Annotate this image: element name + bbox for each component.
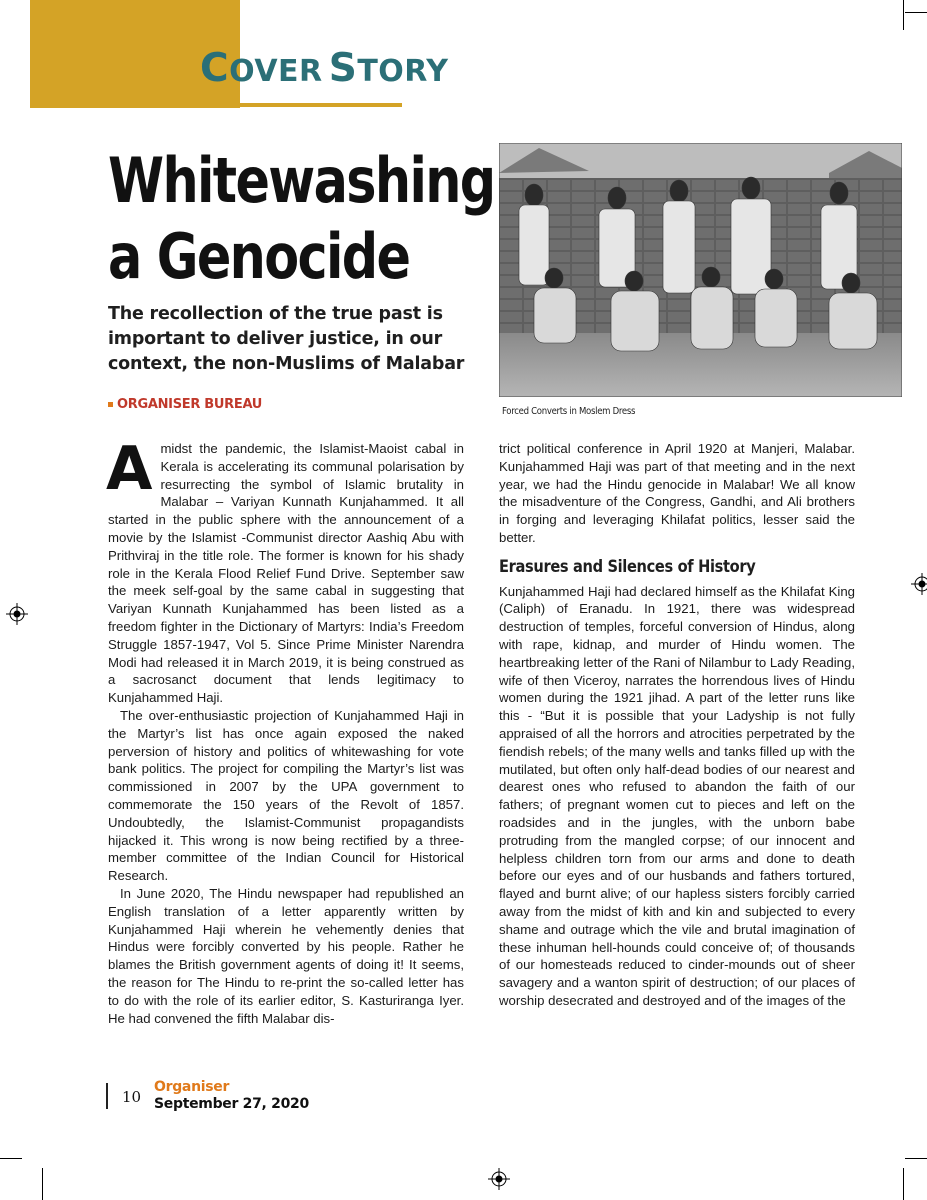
article-paragraph: trict political conference in April 1920 at Manjeri, Malabar. Kunjahammed Haji was part of that meeting and in the next year, we had the Hindu genocide in Malabar! We all know the misadventure of the Congress, Gandhi, and Ali brothers in forging and leveraging Khilafat politics, lesser said the better.	[499, 441, 855, 545]
page-number: 10	[122, 1088, 142, 1106]
byline	[108, 397, 262, 412]
photo-caption: Forced Converts in Moslem Dress	[502, 406, 636, 417]
registration-mark-icon	[488, 1168, 510, 1190]
drop-cap: A	[106, 434, 153, 504]
article-paragraph: Amidst the pandemic, the Islamist-Maoist cabal in Kerala is accelerating its communal polarisation by resurrecting the symbol of Islamic brutality in Malabar – Variyan Kunnath Kunjahammed. It all started in the public sphere with the announcement of a movie by the Islamist -Communist director Aashiq Abu with Prithviraj in the title role. The former is known for his shady role in the Kerala Flood Relief Fund Drive. September saw the meek self-goal by the same cabal in suggesting that Variyan Kunnath Kunjahammed has been listed as a freedom fighter in the Dictionary of Martyrs: India’s Freedom Struggle 1857-1947, Vol 5. Since Prime Minister Narendra Modi had released it in March 2019, it is being construed as a sacrosanct document that lends legitimacy to Kunjahammed Haji.	[106, 434, 464, 706]
subheading: Erasures and Silences of History	[499, 556, 756, 577]
headline-line-1: Whitewashing	[108, 144, 495, 217]
crop-mark-top-right	[903, 0, 904, 30]
crop-mark-right-h	[905, 12, 927, 13]
byline-bullet	[108, 402, 113, 407]
registration-mark-icon	[6, 603, 28, 625]
headline-line-2: a Genocide	[108, 220, 410, 293]
article-headline	[108, 143, 495, 295]
publication-date: September 27, 2020	[154, 1096, 309, 1112]
section-rule	[200, 103, 402, 107]
crop-mark-bottom-left-v	[42, 1168, 43, 1200]
crop-mark-bottom-right-v	[903, 1168, 904, 1200]
footer-divider	[106, 1083, 108, 1109]
article-column-right	[499, 440, 855, 1010]
publication-name: Organiser	[154, 1079, 230, 1095]
historical-photo	[499, 143, 902, 397]
crop-mark-bottom-left-h	[0, 1158, 22, 1159]
standfirst: The recollection of the true past is important to deliver justice, in our context, the non-Muslims of Malabar	[108, 304, 465, 374]
byline-text: ORGANISER BUREAU	[117, 397, 263, 412]
article-paragraph: Kunjahammed Haji had declared himself as the Khilafat King (Caliph) of Eranadu. In 1921, there was widespread destruction of temples, forceful conversion of Hindus, along with rape, kidnap, and murder of Hindu women. The heartbreaking letter of the Rani of Nilambur to Lady Reading, wife of then Viceroy, narrates the horrendous lives of Hindu women during the 1921 jihad. A part of the letter runs like this - “But it is possible that your Ladyship is not fully appraised of all the horrors and atrocities perpetrated by the fiendish rebels; of the many wells and tanks filled up with the mutilated, but often only half-dead bodies of our nearest and dearest ones who refused to abandon the faith of our fathers; of pregnant women cut to pieces and left on the roadsides and in the jungles, with the unborn babe protruding from the mangled corpse; of our innocent and helpless children torn from our arms and done to death before our eyes and of our husbands and fathers tortured, flayed and burnt alive; of our hapless sisters forcibly carried away from the midst of kith and kin and subjected to every shame and outrage which the vile and brutal imagination of these inhuman hell-hounds could conceive of; of thousands of our homesteads reduced to cinder-mounds out of sheer savagery and a wanton spirit of destruction; of our places of worship desecrated and destroyed and of the images of the	[499, 583, 855, 1008]
article-paragraph: In June 2020, The Hindu newspaper had republished an English translation of a letter apparently written by Kunjahammed Haji wherein he vehemently denies that Hindus were forcibly converted by his people. Rather he blames the British government agents of doing it! It seems, the reason for The Hindu to re-print the so-called letter has to do with the role of its earlier editor, S. Kasturiranga Iyer. He had convened the fifth Malabar dis-	[108, 885, 464, 1026]
section-label: COVER STORY	[200, 46, 449, 91]
article-column-left	[106, 434, 464, 1027]
article-paragraph: The over-enthusiastic projection of Kunjahammed Haji in the Martyr’s list has once again exposed the naked perversion of history and politics of whitewashing for vote bank politics. The project for compiling the Martyr’s list was commissioned in 2007 by the UPA government to commemorate the 150 years of the Revolt of 1857. Undoubtedly, the Islamist-Communist propagandists hijacked it. This wrong is now being rectified by a three-member committee of the Indian Council for Historical Research.	[108, 707, 464, 884]
crop-mark-bottom-right-h	[905, 1158, 927, 1159]
registration-mark-icon	[911, 573, 927, 595]
